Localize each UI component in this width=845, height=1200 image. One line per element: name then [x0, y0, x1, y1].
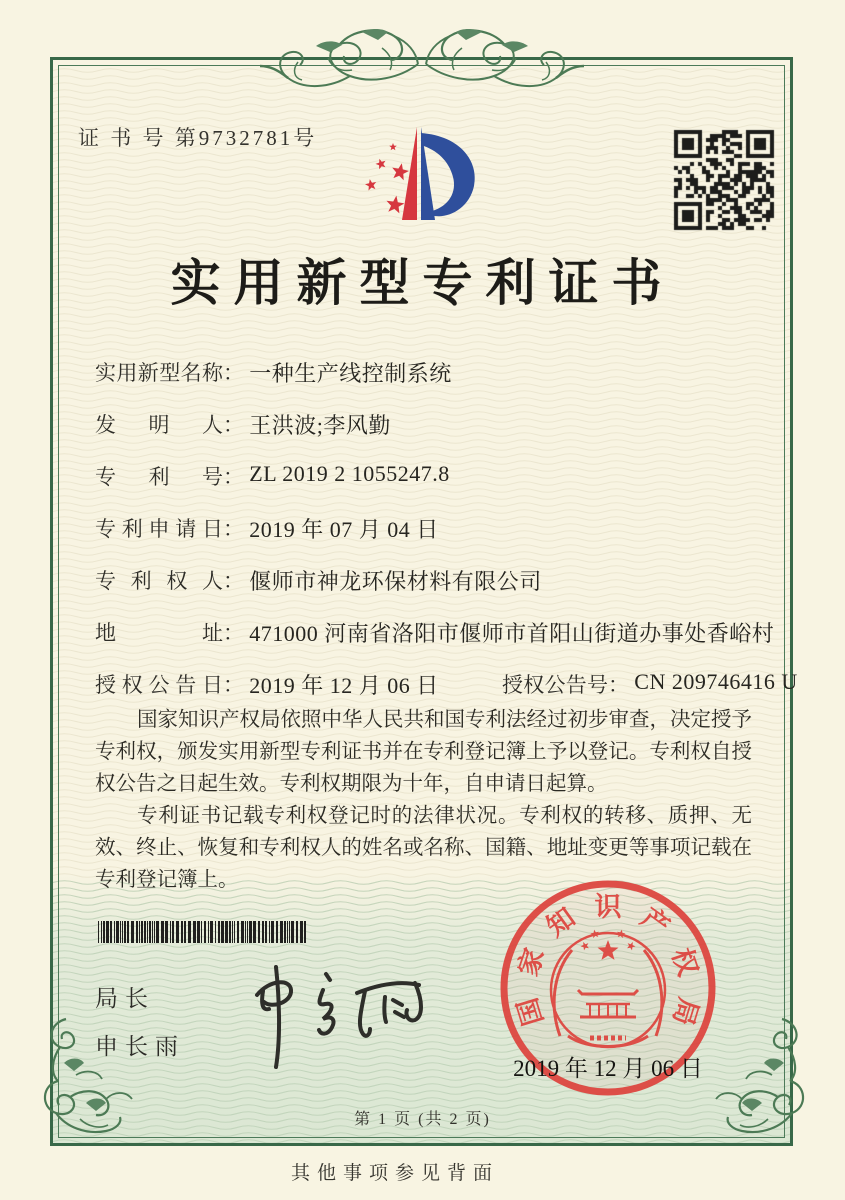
field-colon: ： — [223, 569, 244, 593]
field-colon: ： — [608, 673, 630, 697]
legal-text — [95, 704, 752, 896]
field-colon: ： — [223, 361, 244, 385]
field-value: 471000 河南省洛阳市偃师市首阳山街道办事处香峪村 — [249, 621, 775, 646]
seal-char: 产 — [635, 902, 675, 943]
legal-paragraph: 国家知识产权局依照中华人民共和国专利法经过初步审查，决定授予专利权，颁发实用新型专利证书并在专利登记簿上予以登记。专利权自授权公告之日起生效。专利权期限为十年，自申请日起算。 — [95, 709, 752, 795]
director-signature-icon — [236, 950, 428, 1076]
qr-code-icon — [672, 128, 776, 232]
field-value: 偃师市神龙环保材料有限公司 — [249, 569, 542, 594]
field-colon: ： — [223, 413, 244, 437]
field-label: 实用新型名称 — [95, 361, 223, 385]
field-utility-model-name — [95, 357, 755, 386]
field-label: 发明人 — [95, 413, 223, 437]
field-value: 2019 年 12 月 06 日 — [249, 673, 439, 698]
field-label: 专利权人 — [95, 569, 223, 593]
field-label: 授权公告号 — [502, 673, 609, 697]
director-title: 局长 — [95, 986, 155, 1011]
field-label: 专利号 — [95, 465, 223, 489]
field-patentee — [95, 565, 755, 594]
seal-char: 国 — [512, 994, 549, 1029]
top-flourish-ornament — [232, 18, 612, 102]
field-label: 授权公告日 — [95, 673, 223, 697]
seal-char: 家 — [512, 944, 550, 980]
cnipa-logo-icon — [333, 120, 511, 238]
field-inventor — [95, 409, 755, 438]
field-colon: ： — [223, 517, 244, 541]
field-label: 地址 — [95, 621, 223, 645]
seal-char: 权 — [666, 944, 704, 980]
legal-paragraph: 专利证书记载专利权登记时的法律状况。专利权的转移、质押、无效、终止、恢复和专利权人的姓名或名称、国籍、地址变更等事项记载在专利登记簿上。 — [95, 805, 752, 891]
director-name: 申长雨 — [95, 1034, 185, 1059]
certificate-title: 实用新型专利证书 — [170, 255, 675, 311]
field-label: 专利申请日 — [95, 517, 223, 541]
field-colon: ： — [223, 465, 244, 489]
certificate-fields — [95, 357, 798, 721]
field-value: ZL 2019 2 1055247.8 — [249, 461, 450, 486]
field-address — [95, 617, 775, 646]
field-colon: ： — [223, 621, 244, 645]
field-colon: ： — [223, 673, 244, 697]
certificate-number: 证 书 号 第9732781号 — [78, 126, 318, 150]
back-side-note: 其他事项参见背面 — [290, 1163, 499, 1184]
field-value: 一种生产线控制系统 — [249, 361, 452, 386]
field-grant-date-and-number — [95, 669, 798, 698]
grant-date: 2019 年 12 月 06 日 — [513, 1056, 703, 1081]
barcode-icon — [98, 921, 320, 943]
field-value: 2019 年 07 月 04 日 — [249, 517, 439, 542]
field-value: CN 209746416 U — [634, 669, 798, 694]
field-patent-number — [95, 461, 755, 487]
field-filing-date — [95, 513, 755, 542]
seal-char: 局 — [667, 994, 704, 1029]
page-number: 第 1 页 (共 2 页) — [354, 1111, 491, 1128]
seal-char: 识 — [594, 892, 622, 922]
field-value: 王洪波;李风勤 — [249, 413, 391, 438]
seal-char: 知 — [541, 902, 581, 943]
field-grant-number — [502, 669, 798, 699]
